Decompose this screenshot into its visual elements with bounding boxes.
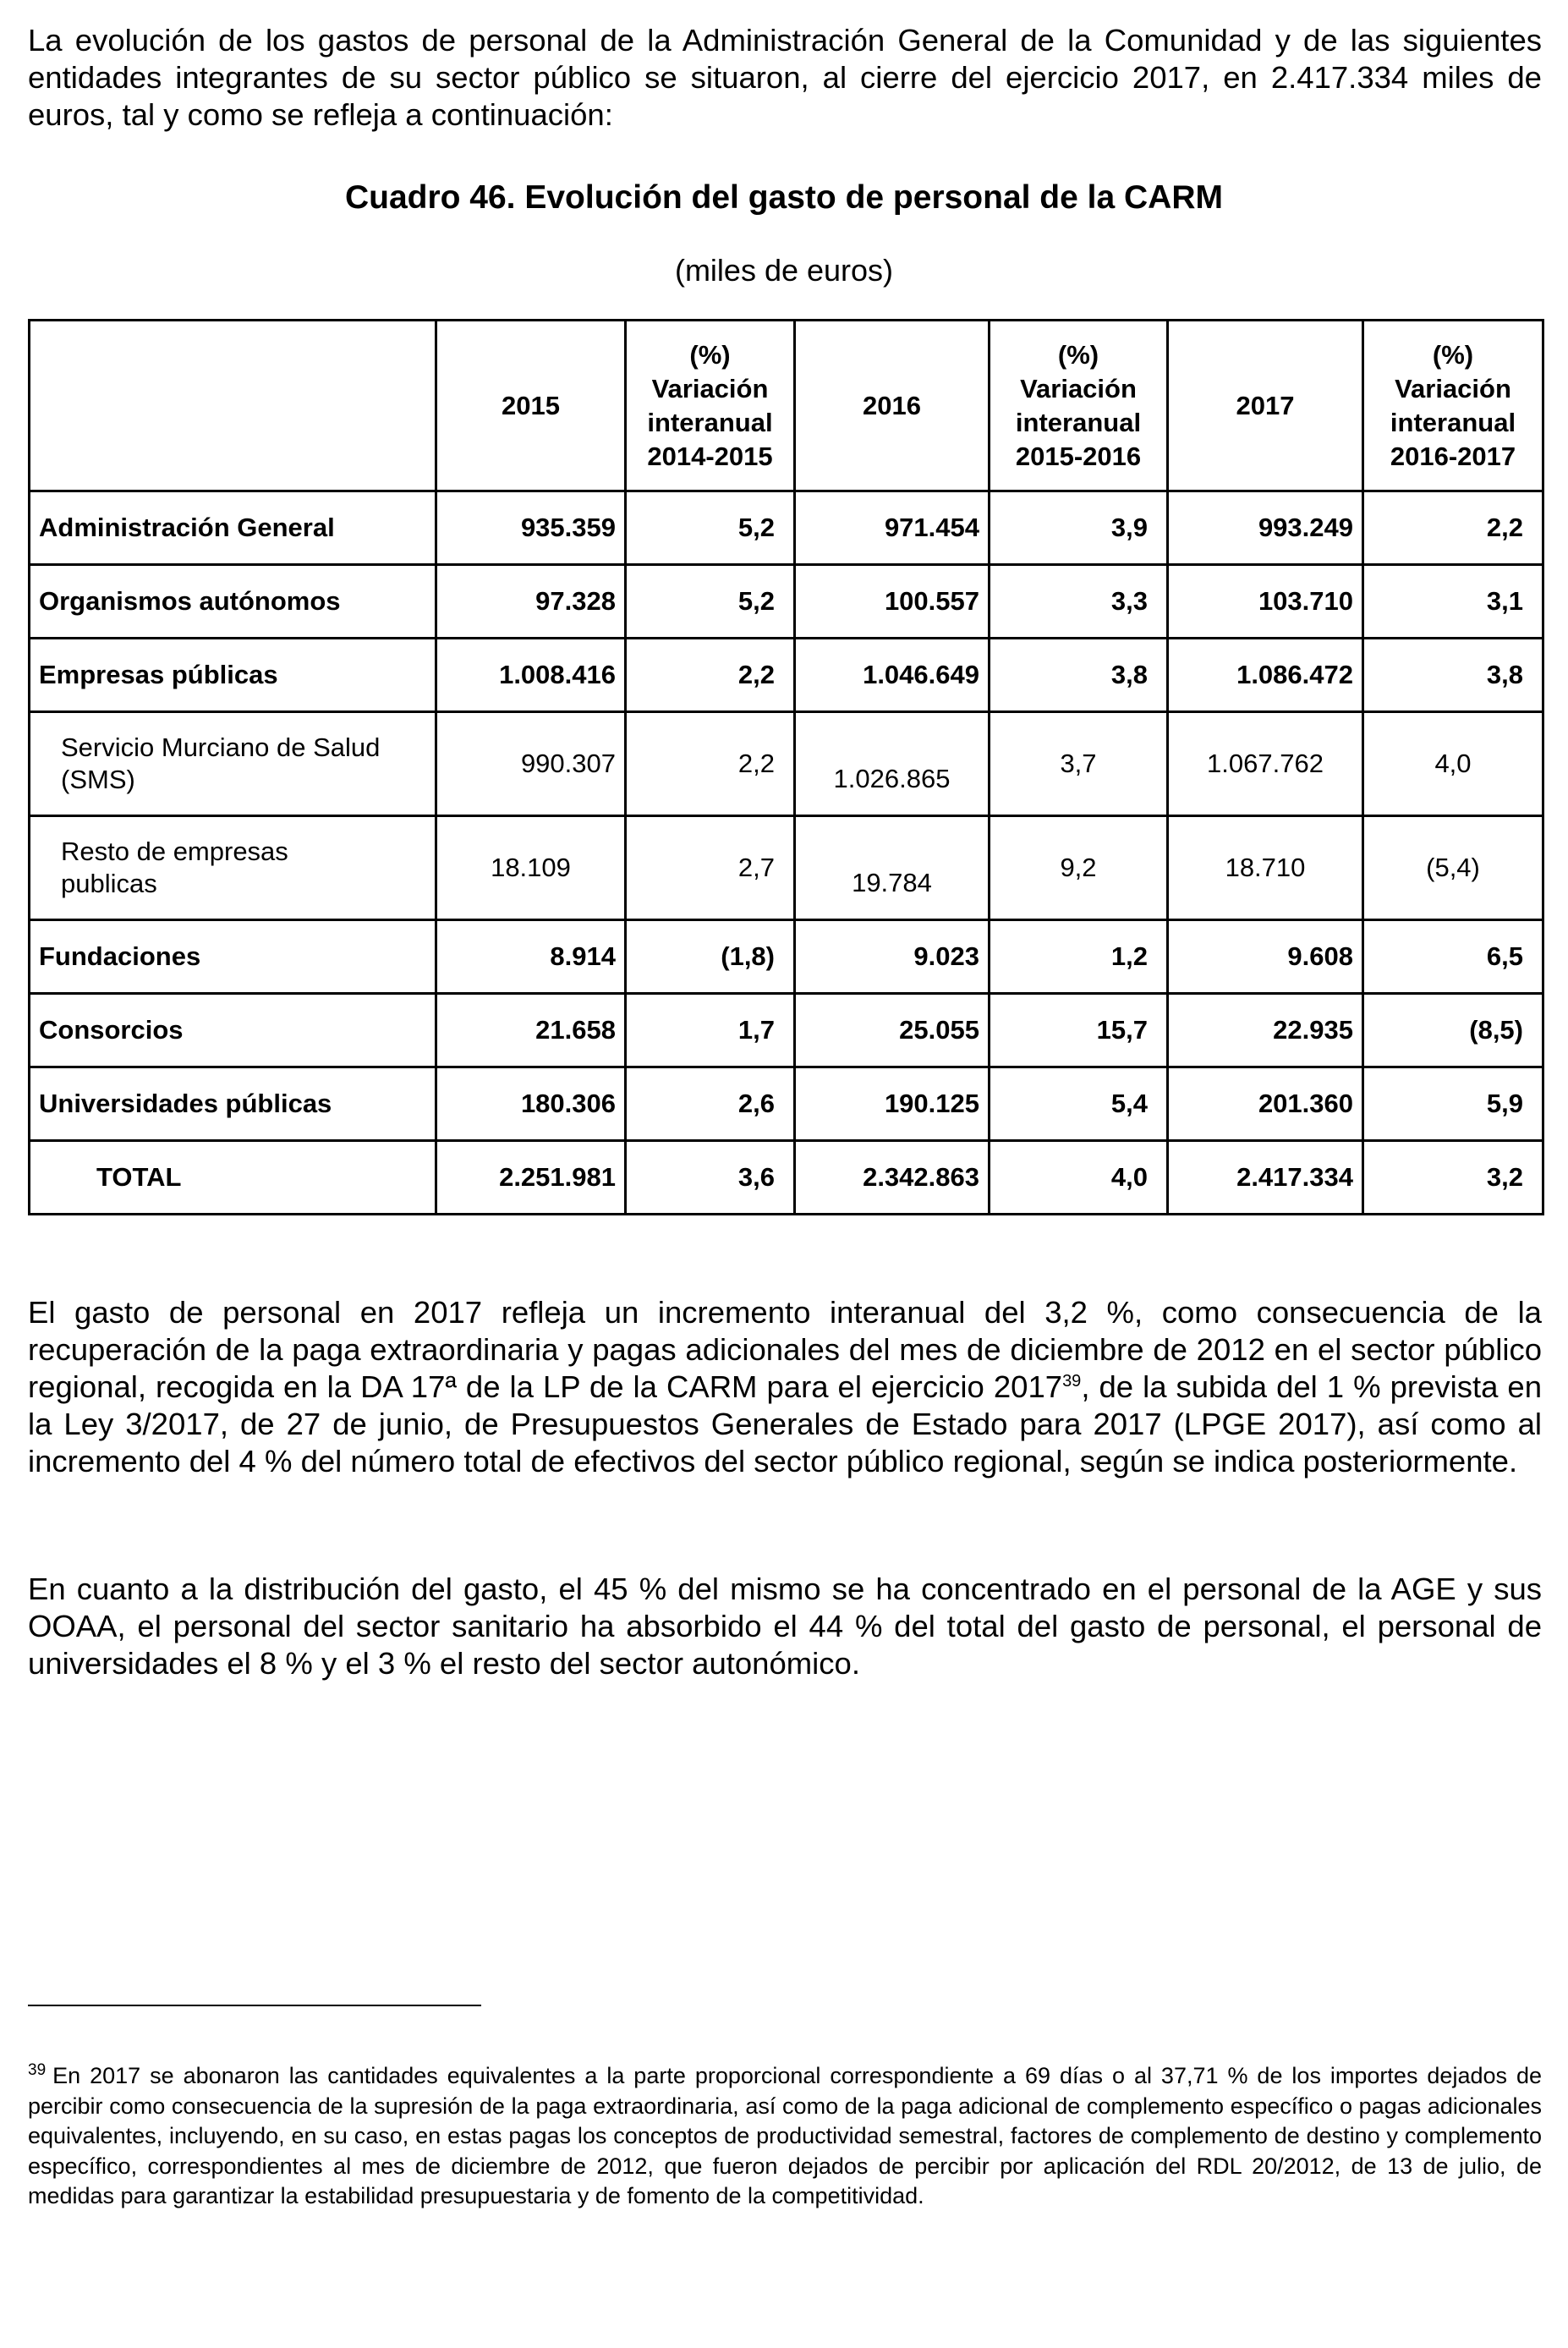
value-2015: 180.306 [436,1067,626,1141]
variation-2016-2017: 3,2 [1363,1141,1543,1215]
value-2015: 21.658 [436,994,626,1067]
row-label: Fundaciones [30,920,436,994]
variation-2016-2017: 6,5 [1363,920,1543,994]
row-label: Organismos autónomos [30,565,436,639]
header-2017: 2017 [1168,321,1363,491]
value-2016: 19.784 [795,816,990,920]
table-row [30,639,1543,712]
variation-2015-2016: 4,0 [990,1141,1168,1215]
value-2016: 9.023 [795,920,990,994]
value-2016: 190.125 [795,1067,990,1141]
header-2015: 2015 [436,321,626,491]
variation-2015-2016: 3,7 [990,712,1168,816]
header-2016: 2016 [795,321,990,491]
variation-2015-2016: 3,8 [990,639,1168,712]
value-2015: 935.359 [436,491,626,565]
value-2016: 971.454 [795,491,990,565]
row-label: Consorcios [30,994,436,1067]
variation-2014-2015: 5,2 [626,565,795,639]
value-2016: 1.046.649 [795,639,990,712]
row-label: Administración General [30,491,436,565]
value-2016: 100.557 [795,565,990,639]
value-2015: 8.914 [436,920,626,994]
header-var-2015-2016: (%) Variación interanual 2015-2016 [990,321,1168,491]
value-2017: 201.360 [1168,1067,1363,1141]
table-row [30,994,1543,1067]
value-2017: 9.608 [1168,920,1363,994]
value-2017: 103.710 [1168,565,1363,639]
value-2015: 18.109 [436,816,626,920]
variation-2014-2015: 2,7 [626,816,795,920]
variation-2014-2015: (1,8) [626,920,795,994]
variation-2016-2017: 3,8 [1363,639,1543,712]
table-row [30,565,1543,639]
footnote-reference[interactable]: 39 [1062,1371,1082,1391]
value-2017: 2.417.334 [1168,1141,1363,1215]
footnote-number: 39 [28,2061,47,2079]
value-2015: 2.251.981 [436,1141,626,1215]
variation-2015-2016: 5,4 [990,1067,1168,1141]
value-2017: 22.935 [1168,994,1363,1067]
footnote [28,2061,1542,2212]
variation-2016-2017: (8,5) [1363,994,1543,1067]
row-label: Resto de empresas publicas [30,816,436,920]
table-row [30,712,1543,816]
variation-2014-2015: 2,2 [626,712,795,816]
row-label: Universidades públicas [30,1067,436,1141]
variation-2015-2016: 9,2 [990,816,1168,920]
analysis-paragraph: El gasto de personal en 2017 refleja un incremento interanual del 3,2 %, como consecuencia de la recuperación de la paga extraordinaria y pagas adicionales del mes de diciembre de 2012 en el sector público regional, recogida en la DA 17ª de la LP de la CARM para el ejercicio 2017$^{39}$, de la subida del 1 % prevista en la Ley 3/2017, de 27 de junio, de Presupuestos Generales de Estado para 2017 (LPGE 2017), así como al incremento del 4 % del número total de efectivos del sector público regional, según se indica posteriormente. [28,1295,1542,1478]
intro-paragraph: La evolución de los gastos de personal de la Administración General de la Comunidad y de las siguientes entidades integrantes de su sector público se situaron, al cierre del ejercicio 2017, en 2.417.334 miles de euros, tal y como se refleja a continuación: [28,23,1542,132]
table-header-row [30,321,1543,491]
value-2015: 97.328 [436,565,626,639]
variation-2015-2016: 3,3 [990,565,1168,639]
variation-2016-2017: 3,1 [1363,565,1543,639]
variation-2015-2016: 1,2 [990,920,1168,994]
variation-2014-2015: 3,6 [626,1141,795,1215]
variation-2016-2017: 4,0 [1363,712,1543,816]
variation-2014-2015: 5,2 [626,491,795,565]
table-row [30,920,1543,994]
table-row [30,816,1543,920]
header-var-2014-2015: (%) Variación interanual 2014-2015 [626,321,795,491]
value-2016: 25.055 [795,994,990,1067]
value-2015: 990.307 [436,712,626,816]
table-unit: (miles de euros) [674,253,894,288]
footnote-separator [28,2005,481,2006]
value-2015: 1.008.416 [436,639,626,712]
variation-2014-2015: 2,6 [626,1067,795,1141]
table-total-row [30,1141,1543,1215]
table-row [30,1067,1543,1141]
variation-2014-2015: 2,2 [626,639,795,712]
row-label: Servicio Murciano de Salud (SMS) [30,712,436,816]
row-label: Empresas públicas [30,639,436,712]
value-2017: 18.710 [1168,816,1363,920]
distribution-paragraph: En cuanto a la distribución del gasto, el 45 % del mismo se ha concentrado en el personal de la AGE y sus OOAA, el personal del sector sanitario ha absorbido el 44 % del total del gasto de personal, el personal de universidades el 8 % y el 3 % el resto del sector autonómico. [28,1572,1542,1681]
value-2017: 1.067.762 [1168,712,1363,816]
variation-2016-2017: (5,4) [1363,816,1543,920]
personnel-expense-table [28,319,1544,1215]
footnote-text: En 2017 se abonaron las cantidades equivalentes a la parte proporcional correspondiente a 69 días o al 37,71 % de los importes dejados de percibir como consecuencia de la supresión de la paga extraordinaria, así como de la paga adicional de complemento específico o pagas adicionales equivalentes, incluyendo, en su caso, en estas pagas los conceptos de productividad semestral, factores de complemento de destino y complemento específico, correspondientes al mes de diciembre de 2012, que fueron dejados de percibir por aplicación del RDL 20/2012, de 13 de julio, de medidas para garantizar la estabilidad presupuestaria y de fomento de la competitividad. [28,2063,1542,2208]
variation-2014-2015: 1,7 [626,994,795,1067]
value-2016: 1.026.865 [795,712,990,816]
value-2017: 1.086.472 [1168,639,1363,712]
variation-2016-2017: 2,2 [1363,491,1543,565]
row-label: TOTAL [30,1141,436,1215]
variation-2016-2017: 5,9 [1363,1067,1543,1141]
value-2016: 2.342.863 [795,1141,990,1215]
value-2017: 993.249 [1168,491,1363,565]
table-row [30,491,1543,565]
table-title: Cuadro 46. Evolución del gasto de personal de la CARM [344,179,1224,216]
variation-2015-2016: 3,9 [990,491,1168,565]
header-entity [30,321,436,491]
header-var-2016-2017: (%) Variación interanual 2016-2017 [1363,321,1543,491]
variation-2015-2016: 15,7 [990,994,1168,1067]
